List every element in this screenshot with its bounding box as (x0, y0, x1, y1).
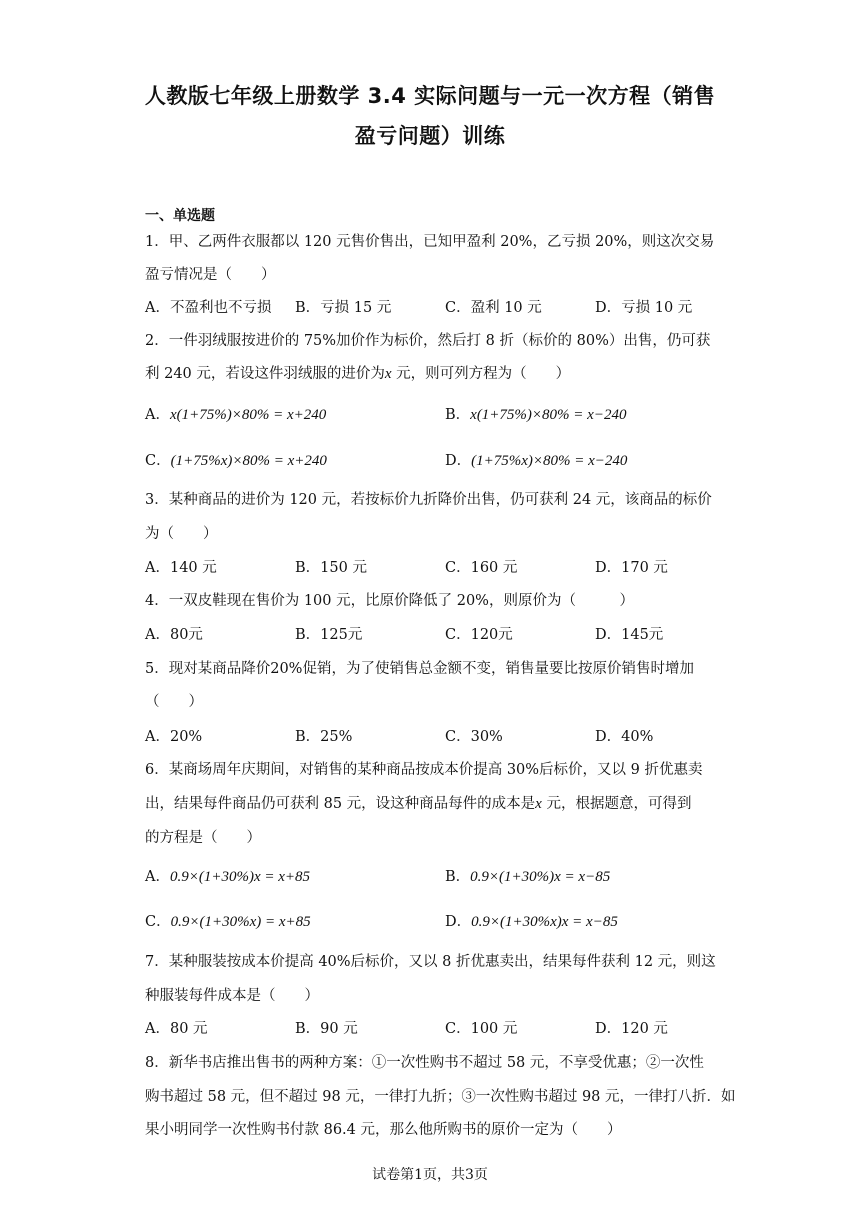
question-7-line-2: 种服装每件成本是（ ） (145, 988, 319, 1004)
page-title-line-1: 人教版七年级上册数学 3.4 实际问题与一元一次方程（销售 (144, 84, 716, 108)
question-3-option-d: D．170 元 (595, 560, 668, 576)
question-2-option-d (445, 451, 627, 471)
question-1-option-b: B．亏损 15 元 (295, 300, 392, 316)
equation-a: 0.9×(1+30%)x = x+85 (169, 869, 311, 885)
option-d-label: D． (445, 914, 472, 930)
question-6-line-2 (145, 794, 720, 814)
question-3-line-1: 3．某种商品的进价为 120 元，若按标价九折降价出售，仍可获利 24 元，该商品的标价 (145, 492, 712, 508)
question-7-option-c: C．100 元 (445, 1021, 518, 1037)
question-6-line-2-a: 出，结果每件商品仍可获利 85 元，设这种商品每件的成本是 (145, 796, 536, 812)
question-7-option-b: B．90 元 (295, 1021, 358, 1037)
page-title-line-2: 盈亏问题）训练 (354, 124, 506, 148)
question-2-line-2 (145, 364, 720, 384)
question-1-option-d: D．亏损 10 元 (595, 300, 693, 316)
equation-b: x(1+75%)×80% = x−240 (470, 407, 627, 423)
question-2-option-a (145, 405, 326, 425)
equation-a: x(1+75%)×80% = x+240 (169, 407, 327, 423)
option-a-label: A． (145, 869, 170, 885)
question-2-line-2-b: 元，则可列方程为（ ） (391, 366, 571, 382)
question-6-line-3: 的方程是（ ） (145, 830, 261, 846)
equation-c: (1+75%x)×80% = x+240 (170, 453, 327, 469)
question-5-line-2: （ ） (145, 694, 203, 710)
question-6-option-d (445, 912, 618, 932)
question-5-option-b: B．25% (295, 729, 353, 745)
question-4-option-b: B．125元 (295, 627, 363, 643)
option-c-label: C． (145, 914, 171, 930)
option-b-label: B． (445, 869, 471, 885)
question-2-option-b (445, 405, 626, 425)
question-8-line-3: 果小明同学一次性购书付款 86.4 元，那么他所购书的原价一定为（ ） (145, 1122, 622, 1138)
question-4-option-c: C．120元 (445, 627, 513, 643)
question-4-option-d: D．145元 (595, 627, 664, 643)
question-2-line-1: 2．一件羽绒服按进价的 75%加价作为标价，然后打 8 折（标价的 80%）出售，仍可获 (145, 333, 711, 349)
question-1-option-c: C．盈利 10 元 (445, 300, 542, 316)
question-3-option-b: B．150 元 (295, 560, 367, 576)
question-3-option-c: C．160 元 (445, 560, 518, 576)
equation-d: (1+75%x)×80% = x−240 (471, 453, 628, 469)
option-c-label: C． (145, 453, 171, 469)
question-3-option-a: A．140 元 (145, 560, 217, 576)
variable-x: x (535, 796, 542, 812)
option-b-label: B． (445, 407, 471, 423)
section-heading: 一、单选题 (145, 208, 215, 224)
question-5-option-c: C．30% (445, 729, 503, 745)
variable-x: x (384, 366, 392, 382)
question-3-line-2: 为（ ） (145, 526, 218, 542)
question-2-line-2-a: 利 240 元，若设这件羽绒服的进价为 (145, 366, 385, 382)
question-6-option-a (145, 867, 310, 887)
question-1-line-2: 盈亏情况是（ ） (145, 267, 276, 283)
question-4-option-a: A．80元 (145, 627, 203, 643)
question-8-line-1: 8．新华书店推出售书的两种方案：①一次性购书不超过 58 元，不享受优惠；②一次性 (145, 1055, 704, 1071)
question-6-line-1: 6．某商场周年庆期间，对销售的某种商品按成本价提高 30%后标价，又以 9 折优惠卖 (145, 762, 703, 778)
question-4-line-1: 4．一双皮鞋现在售价为 100 元，比原价降低了 20%，则原价为（ ） (145, 593, 634, 609)
question-5-option-a: A．20% (145, 729, 203, 745)
question-8-line-2: 购书超过 58 元，但不超过 98 元，一律打九折；③一次性购书超过 98 元，一律打八折．如 (145, 1089, 736, 1105)
equation-c: 0.9×(1+30%x) = x+85 (170, 914, 311, 930)
option-d-label: D． (445, 453, 472, 469)
question-1-option-a: A．不盈利也不亏损 (145, 300, 272, 316)
question-1-line-1: 1．甲、乙两件衣服都以 120 元售价售出，已知甲盈利 20%，乙亏损 20%，则这次交易 (145, 234, 715, 250)
page-footer: 试卷第1页，共3页 (372, 1167, 488, 1183)
equation-d: 0.9×(1+30%x)x = x−85 (471, 914, 618, 930)
question-7-line-1: 7．某种服装按成本价提高 40%后标价，又以 8 折优惠卖出，结果每件获利 12 元，则这 (145, 954, 716, 970)
question-7-option-d: D．120 元 (595, 1021, 668, 1037)
question-6-option-c (145, 912, 311, 932)
question-5-line-1: 5．现对某商品降价20%促销，为了使销售总金额不变，销售量要比按原价销售时增加 (145, 661, 694, 677)
question-7-option-a: A．80 元 (145, 1021, 208, 1037)
question-5-option-d: D．40% (595, 729, 654, 745)
option-a-label: A． (145, 407, 170, 423)
question-2-option-c (145, 451, 327, 471)
question-6-line-2-b: 元，根据题意，可得到 (541, 796, 692, 812)
equation-b: 0.9×(1+30%)x = x−85 (470, 869, 611, 885)
question-6-option-b (445, 867, 610, 887)
